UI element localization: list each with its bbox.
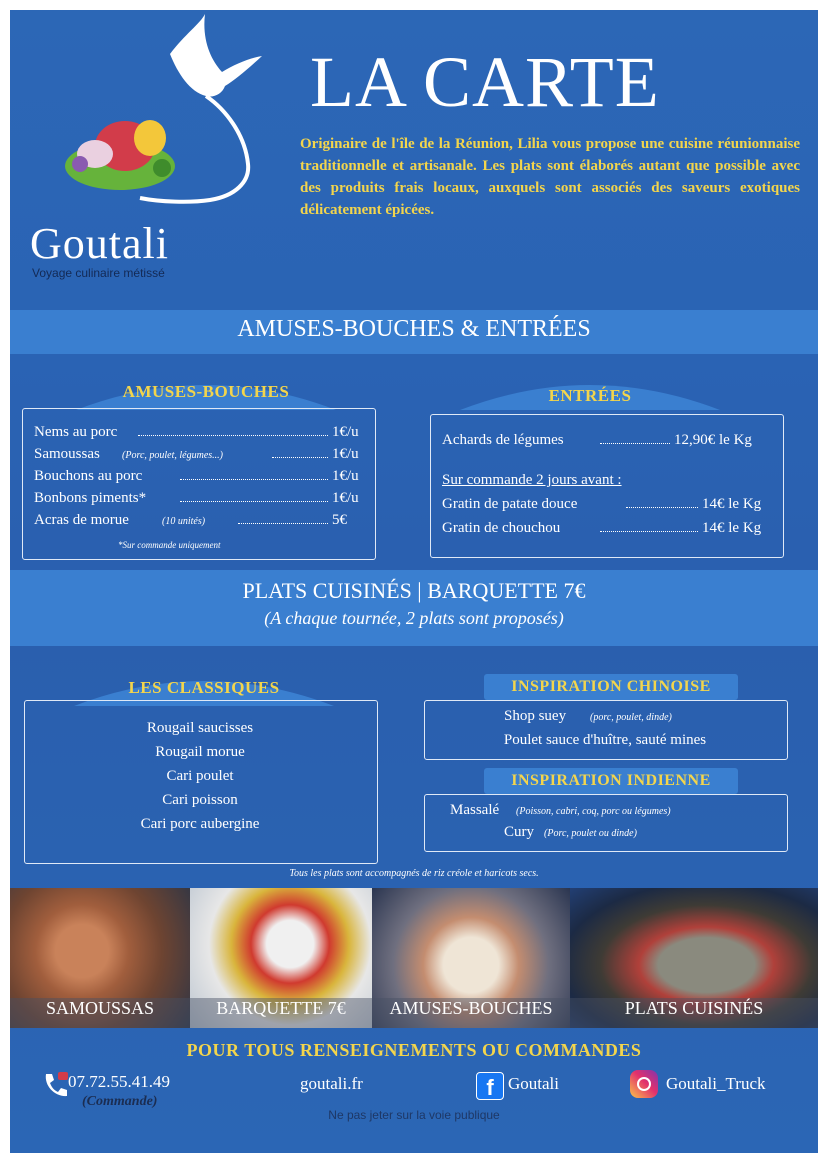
chinoise-item-note: (porc, poulet, dinde) — [590, 712, 672, 723]
indienne-item-note: (Poisson, cabri, coq, porc ou légumes) — [516, 806, 671, 817]
amuses-item-name: Bonbons piments* — [34, 490, 147, 506]
menu-flyer — [10, 10, 818, 1153]
chinoise-caption: INSPIRATION CHINOISE — [511, 678, 711, 695]
chinoise-box — [424, 700, 788, 760]
entrees-caption: ENTRÉES — [548, 386, 632, 405]
intro-text: Originaire de l'île de la Réunion, Lilia vous propose une cuisine réunionnaise traditionnelle et artisanale. Les plats sont élaborés autant que possible avec des produits frais locaux, auxquels sont associés des saveurs exotiques délicatement épicées. — [300, 136, 800, 218]
dot-leader — [600, 443, 670, 444]
disclaimer: Ne pas jeter sur la voie publique — [328, 1108, 500, 1122]
amuses-item-note: (10 unités) — [162, 516, 206, 527]
entrees-item-price: 12,90€ le Kg — [674, 432, 752, 448]
phone-note: (Commande) — [82, 1094, 158, 1109]
classiques-item: Rougail saucisses — [146, 720, 254, 736]
amuses-item-name: Nems au porc — [34, 424, 118, 440]
page-title: LA CARTE — [310, 42, 660, 122]
section-title-plats: PLATS CUISINÉS | BARQUETTE 7€ — [242, 578, 586, 603]
classiques-item: Cari poisson — [162, 792, 238, 808]
phone-icon — [40, 1070, 70, 1100]
dot-leader — [600, 531, 698, 532]
classiques-item: Cari poulet — [166, 768, 234, 784]
section-subtitle-plats: (A chaque tournée, 2 plats sont proposés) — [264, 608, 564, 628]
section-title-entrees: AMUSES-BOUCHES & ENTRÉES — [237, 316, 591, 342]
dot-leader — [238, 523, 328, 524]
dot-leader — [138, 435, 328, 436]
phone-number[interactable]: 07.72.55.41.49 — [68, 1072, 170, 1091]
facebook-icon: f — [476, 1072, 504, 1100]
brand-name: Goutali — [30, 219, 169, 268]
amuses-item-price: 1€/u — [332, 424, 359, 440]
chinoise-item-name: Shop suey — [504, 708, 567, 724]
facebook-link[interactable]: Goutali — [508, 1074, 559, 1093]
entrees-item-price: 14€ le Kg — [702, 520, 762, 536]
photo-label: SAMOUSSAS — [45, 998, 155, 1018]
indienne-item-name: Cury — [504, 824, 534, 840]
instagram-link[interactable]: Goutali_Truck — [666, 1074, 766, 1093]
photo-label: BARQUETTE 7€ — [216, 998, 346, 1018]
dot-leader — [180, 479, 328, 480]
classiques-item: Cari porc aubergine — [140, 816, 260, 832]
entrees-item-name: Gratin de chouchou — [442, 520, 561, 536]
amuses-item-name: Bouchons au porc — [34, 468, 143, 484]
entrees-item-name: Gratin de patate douce — [442, 496, 578, 512]
amuses-caption: AMUSES-BOUCHES — [122, 382, 290, 401]
photo-label: AMUSES-BOUCHES — [389, 998, 553, 1018]
accompaniment-note: Tous les plats sont accompagnés de riz créole et haricots secs. — [289, 868, 539, 879]
chinoise-item-name: Poulet sauce d'huître, sauté mines — [503, 732, 707, 748]
classiques-item: Rougail morue — [155, 744, 245, 760]
dish-illustration-icon — [50, 106, 200, 206]
brand-tagline: Voyage culinaire métissé — [32, 266, 165, 280]
dot-leader — [626, 507, 698, 508]
indienne-item-name: Massalé — [450, 802, 500, 818]
dot-leader — [180, 501, 328, 502]
photo-label: PLATS CUISINÉS — [624, 998, 764, 1018]
amuses-item-price: 1€/u — [332, 490, 359, 506]
website-link[interactable]: goutali.fr — [300, 1074, 363, 1093]
amuses-item-price: 5€ — [332, 512, 347, 528]
amuses-item-name: Samoussas — [34, 446, 100, 462]
amuses-item-price: 1€/u — [332, 468, 359, 484]
contact-cta: POUR TOUS RENSEIGNEMENTS OU COMMANDES — [186, 1040, 642, 1060]
classiques-caption: LES CLASSIQUES — [128, 678, 280, 697]
amuses-item-note: (Porc, poulet, légumes...) — [122, 450, 223, 461]
indienne-item-note: (Porc, poulet ou dinde) — [544, 828, 637, 839]
indienne-caption: INSPIRATION INDIENNE — [511, 772, 711, 789]
amuses-footnote: *Sur commande uniquement — [118, 540, 221, 550]
dot-leader — [272, 457, 328, 458]
amuses-item-name: Acras de morue — [34, 512, 129, 528]
entrees-item-name: Achards de légumes — [442, 432, 564, 448]
amuses-item-price: 1€/u — [332, 446, 359, 462]
instagram-icon — [630, 1070, 658, 1098]
entrees-item-price: 14€ le Kg — [702, 496, 762, 512]
entrees-order-note: Sur commande 2 jours avant : — [442, 472, 622, 488]
